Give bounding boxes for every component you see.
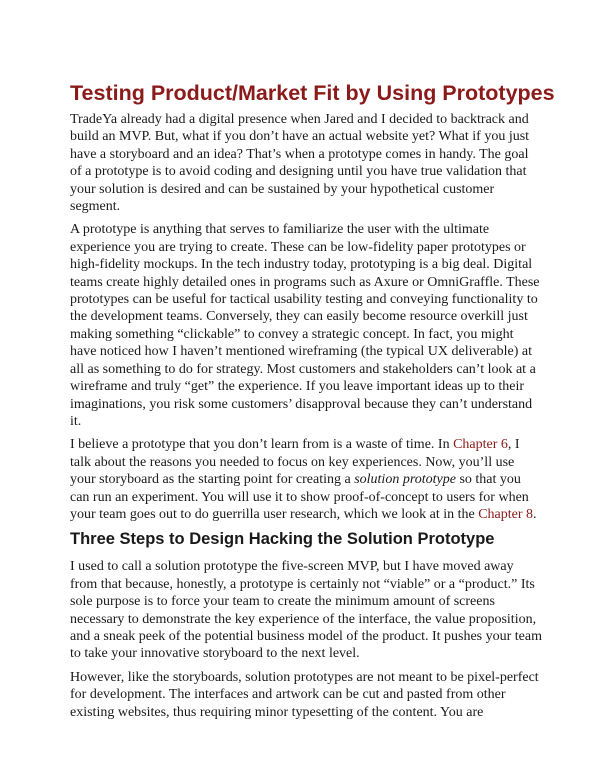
paragraph-text: . <box>533 506 537 522</box>
paragraph-text: , I talk about the reasons you needed to focus on key experiences. Now, you’ll use your storyboard as the starting point for creating a <box>70 437 520 488</box>
chapter-6-link[interactable]: Chapter 6 <box>453 437 508 453</box>
paragraph-intro: TradeYa already had a digital presence when Jared and I decided to backtrack and build an MVP. But, what if you don’t have an actual website yet? What if you just have a storyboard and an idea? That’s when a prototype comes in handy. The goal of a prototype is to avoid coding and designing until you have true validation that your solution is desired and can be sustained by your hypothetical customer segment. <box>70 112 530 215</box>
paragraph-solution-prototype <box>70 436 542 523</box>
paragraph-five-screen-mvp: I used to call a solution prototype the five-screen MVP, but I have moved away from that because, honestly, a prototype is certainly not “viable” or a “product.” Its sole purpose is to force your team to create the minimum amount of screens necessary to demonstrate the key experience of the interface, the value proposition, and a sneak peek of the potential business model of the product. It pushes your team to take your innovative storyboard to the next level. <box>70 559 542 662</box>
chapter-8-link[interactable]: Chapter 8 <box>478 506 534 522</box>
paragraph-text: I believe a prototype that you don’t learn from is a waste of time. In <box>70 437 454 453</box>
section-heading: Three Steps to Design Hacking the Solution Prototype <box>70 530 495 549</box>
paragraph-text: so that you can run an experiment. You will use it to show proof-of-concept to users for when your team goes out to do guerrilla user research, which we look at in the <box>70 472 529 522</box>
page-title: Testing Product/Market Fit by Using Prototypes <box>70 81 555 105</box>
emphasis-text: solution prototype <box>354 472 456 488</box>
paragraph-prototype-definition: A prototype is anything that serves to familiarize the user with the ultimate experience you are trying to create. These can be low-fidelity paper prototypes or high-fidelity mockups. In the tech industry today, prototyping is a big deal. Digital teams create highly detailed ones in programs such as Axure or OmniGraffle. These prototypes can be useful for tactical usability testing and conveying functionality to the development teams. Conversely, they can easily become resource overkill just making something “clickable” to convey a strategic concept. In fact, you might have noticed how I haven’t mentioned wireframing (the typical UX deliverable) at all as something to do for strategy. Most customers and stakeholders can’t look at a wireframe and truly “get” the experience. If you leave important ideas up to their imaginations, you risk some customers’ disapproval because they can’t understand it. <box>70 222 540 429</box>
paragraph-not-pixel-perfect: However, like the storyboards, solution prototypes are not meant to be pixel-perfect for development. The interfaces and artwork can be cut and pasted from other existing websites, thus requiring minor typesetting of the content. You are <box>70 669 539 720</box>
